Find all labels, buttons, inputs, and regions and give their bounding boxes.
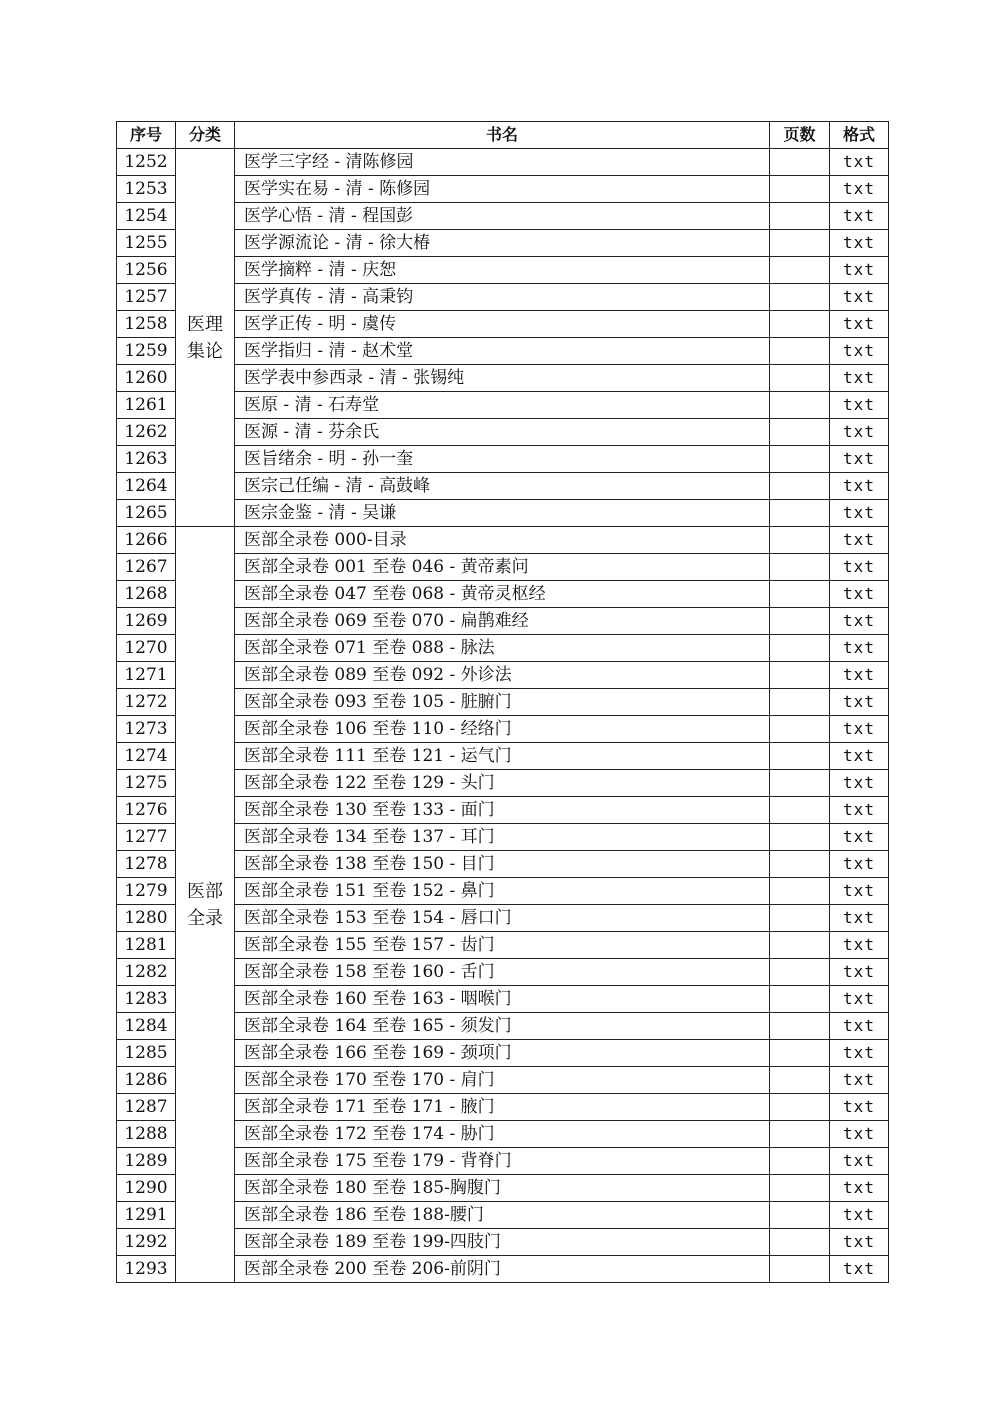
- row-pages: [770, 446, 830, 473]
- row-pages: [770, 878, 830, 905]
- row-seq: 1259: [117, 338, 176, 365]
- row-format: txt: [830, 1040, 889, 1067]
- row-seq: 1264: [117, 473, 176, 500]
- row-seq: 1289: [117, 1148, 176, 1175]
- row-pages: [770, 473, 830, 500]
- row-format: txt: [830, 1121, 889, 1148]
- row-pages: [770, 257, 830, 284]
- row-title: 医学三字经 - 清陈修园: [235, 149, 770, 176]
- row-pages: [770, 1067, 830, 1094]
- row-seq: 1282: [117, 959, 176, 986]
- row-format: txt: [830, 1202, 889, 1229]
- row-title: 医部全录卷 151 至卷 152 - 鼻门: [235, 878, 770, 905]
- row-title: 医部全录卷 170 至卷 170 - 肩门: [235, 1067, 770, 1094]
- row-seq: 1291: [117, 1202, 176, 1229]
- row-seq: 1275: [117, 770, 176, 797]
- row-format: txt: [830, 365, 889, 392]
- row-title: 医部全录卷 093 至卷 105 - 脏腑门: [235, 689, 770, 716]
- row-title: 医部全录卷 164 至卷 165 - 须发门: [235, 1013, 770, 1040]
- row-format: txt: [830, 1013, 889, 1040]
- row-title: 医部全录卷 134 至卷 137 - 耳门: [235, 824, 770, 851]
- row-format: txt: [830, 176, 889, 203]
- row-pages: [770, 608, 830, 635]
- row-title: 医部全录卷 122 至卷 129 - 头门: [235, 770, 770, 797]
- row-seq: 1274: [117, 743, 176, 770]
- row-seq: 1268: [117, 581, 176, 608]
- row-pages: [770, 905, 830, 932]
- book-catalog-table: [116, 121, 889, 1283]
- row-pages: [770, 1229, 830, 1256]
- row-title: 医部全录卷 130 至卷 133 - 面门: [235, 797, 770, 824]
- row-title: 医部全录卷 001 至卷 046 - 黄帝素问: [235, 554, 770, 581]
- row-pages: [770, 1202, 830, 1229]
- row-seq: 1293: [117, 1256, 176, 1283]
- table-row: [117, 527, 889, 554]
- row-title: 医部全录卷 153 至卷 154 - 唇口门: [235, 905, 770, 932]
- row-seq: 1266: [117, 527, 176, 554]
- row-seq: 1254: [117, 203, 176, 230]
- row-format: txt: [830, 635, 889, 662]
- row-format: txt: [830, 1148, 889, 1175]
- header-seq: 序号: [117, 122, 176, 149]
- row-seq: 1285: [117, 1040, 176, 1067]
- row-pages: [770, 1148, 830, 1175]
- row-format: txt: [830, 419, 889, 446]
- header-pages: 页数: [770, 122, 830, 149]
- row-pages: [770, 1094, 830, 1121]
- row-format: txt: [830, 527, 889, 554]
- row-seq: 1272: [117, 689, 176, 716]
- row-seq: 1255: [117, 230, 176, 257]
- row-pages: [770, 149, 830, 176]
- row-title: 医部全录卷 171 至卷 171 - 腋门: [235, 1094, 770, 1121]
- row-format: txt: [830, 716, 889, 743]
- row-format: txt: [830, 1256, 889, 1283]
- table-body: [117, 149, 889, 1283]
- row-format: txt: [830, 851, 889, 878]
- row-seq: 1288: [117, 1121, 176, 1148]
- row-pages: [770, 230, 830, 257]
- row-pages: [770, 1013, 830, 1040]
- row-title: 医学真传 - 清 - 高秉钧: [235, 284, 770, 311]
- row-format: txt: [830, 932, 889, 959]
- row-seq: 1262: [117, 419, 176, 446]
- row-pages: [770, 338, 830, 365]
- row-format: txt: [830, 203, 889, 230]
- row-title: 医部全录卷 158 至卷 160 - 舌门: [235, 959, 770, 986]
- row-pages: [770, 851, 830, 878]
- row-title: 医部全录卷 189 至卷 199-四肢门: [235, 1229, 770, 1256]
- row-title: 医学正传 - 明 - 虞传: [235, 311, 770, 338]
- row-title: 医部全录卷 175 至卷 179 - 背脊门: [235, 1148, 770, 1175]
- row-format: txt: [830, 1229, 889, 1256]
- row-format: txt: [830, 230, 889, 257]
- row-pages: [770, 365, 830, 392]
- row-format: txt: [830, 554, 889, 581]
- row-title: 医源 - 清 - 芬余氏: [235, 419, 770, 446]
- row-format: txt: [830, 392, 889, 419]
- row-title: 医学表中参西录 - 清 - 张锡纯: [235, 365, 770, 392]
- header-format: 格式: [830, 122, 889, 149]
- row-format: txt: [830, 338, 889, 365]
- row-seq: 1252: [117, 149, 176, 176]
- row-title: 医部全录卷 172 至卷 174 - 胁门: [235, 1121, 770, 1148]
- row-pages: [770, 1175, 830, 1202]
- row-format: txt: [830, 986, 889, 1013]
- row-seq: 1279: [117, 878, 176, 905]
- row-format: txt: [830, 1067, 889, 1094]
- row-pages: [770, 554, 830, 581]
- row-seq: 1277: [117, 824, 176, 851]
- row-format: txt: [830, 608, 889, 635]
- row-format: txt: [830, 581, 889, 608]
- row-seq: 1283: [117, 986, 176, 1013]
- row-format: txt: [830, 905, 889, 932]
- row-pages: [770, 797, 830, 824]
- header-category: 分类: [176, 122, 235, 149]
- category-cell: 医部全录: [176, 527, 235, 1283]
- row-pages: [770, 662, 830, 689]
- row-pages: [770, 500, 830, 527]
- row-title: 医部全录卷 071 至卷 088 - 脉法: [235, 635, 770, 662]
- row-format: txt: [830, 689, 889, 716]
- row-title: 医学实在易 - 清 - 陈修园: [235, 176, 770, 203]
- header-row: [117, 122, 889, 149]
- row-format: txt: [830, 500, 889, 527]
- row-pages: [770, 689, 830, 716]
- row-format: txt: [830, 1094, 889, 1121]
- row-title: 医学指归 - 清 - 赵术堂: [235, 338, 770, 365]
- row-title: 医部全录卷 106 至卷 110 - 经络门: [235, 716, 770, 743]
- row-title: 医部全录卷 166 至卷 169 - 颈项门: [235, 1040, 770, 1067]
- row-title: 医部全录卷 186 至卷 188-腰门: [235, 1202, 770, 1229]
- row-title: 医部全录卷 160 至卷 163 - 咽喉门: [235, 986, 770, 1013]
- row-seq: 1273: [117, 716, 176, 743]
- row-format: txt: [830, 878, 889, 905]
- row-format: txt: [830, 770, 889, 797]
- row-title: 医学心悟 - 清 - 程国彭: [235, 203, 770, 230]
- row-title: 医部全录卷 089 至卷 092 - 外诊法: [235, 662, 770, 689]
- table-header: [117, 122, 889, 149]
- row-seq: 1263: [117, 446, 176, 473]
- row-seq: 1265: [117, 500, 176, 527]
- row-seq: 1267: [117, 554, 176, 581]
- row-pages: [770, 635, 830, 662]
- row-title: 医部全录卷 069 至卷 070 - 扁鹊难经: [235, 608, 770, 635]
- row-pages: [770, 716, 830, 743]
- row-seq: 1256: [117, 257, 176, 284]
- row-pages: [770, 311, 830, 338]
- row-format: txt: [830, 824, 889, 851]
- row-format: txt: [830, 311, 889, 338]
- row-pages: [770, 932, 830, 959]
- row-pages: [770, 770, 830, 797]
- row-format: txt: [830, 257, 889, 284]
- row-title: 医宗金鉴 - 清 - 吴谦: [235, 500, 770, 527]
- row-title: 医学摘粹 - 清 - 庆恕: [235, 257, 770, 284]
- row-seq: 1292: [117, 1229, 176, 1256]
- row-seq: 1258: [117, 311, 176, 338]
- row-pages: [770, 284, 830, 311]
- row-format: txt: [830, 473, 889, 500]
- row-format: txt: [830, 959, 889, 986]
- row-title: 医宗己任编 - 清 - 高鼓峰: [235, 473, 770, 500]
- row-seq: 1253: [117, 176, 176, 203]
- row-pages: [770, 1121, 830, 1148]
- row-seq: 1276: [117, 797, 176, 824]
- row-title: 医部全录卷 111 至卷 121 - 运气门: [235, 743, 770, 770]
- row-format: txt: [830, 662, 889, 689]
- row-pages: [770, 986, 830, 1013]
- row-pages: [770, 392, 830, 419]
- row-seq: 1257: [117, 284, 176, 311]
- row-seq: 1269: [117, 608, 176, 635]
- row-format: txt: [830, 149, 889, 176]
- row-title: 医部全录卷 155 至卷 157 - 齿门: [235, 932, 770, 959]
- row-title: 医部全录卷 047 至卷 068 - 黄帝灵枢经: [235, 581, 770, 608]
- row-title: 医旨绪余 - 明 - 孙一奎: [235, 446, 770, 473]
- row-title: 医部全录卷 000-目录: [235, 527, 770, 554]
- row-format: txt: [830, 284, 889, 311]
- row-pages: [770, 176, 830, 203]
- row-pages: [770, 1040, 830, 1067]
- row-seq: 1280: [117, 905, 176, 932]
- row-title: 医部全录卷 180 至卷 185-胸腹门: [235, 1175, 770, 1202]
- row-pages: [770, 419, 830, 446]
- row-seq: 1284: [117, 1013, 176, 1040]
- row-seq: 1278: [117, 851, 176, 878]
- row-pages: [770, 959, 830, 986]
- row-pages: [770, 824, 830, 851]
- row-format: txt: [830, 1175, 889, 1202]
- row-pages: [770, 581, 830, 608]
- row-format: txt: [830, 743, 889, 770]
- row-title: 医部全录卷 138 至卷 150 - 目门: [235, 851, 770, 878]
- table-row: [117, 149, 889, 176]
- row-seq: 1287: [117, 1094, 176, 1121]
- row-seq: 1261: [117, 392, 176, 419]
- row-format: txt: [830, 446, 889, 473]
- row-seq: 1290: [117, 1175, 176, 1202]
- row-seq: 1260: [117, 365, 176, 392]
- row-seq: 1281: [117, 932, 176, 959]
- row-title: 医部全录卷 200 至卷 206-前阴门: [235, 1256, 770, 1283]
- row-title: 医学源流论 - 清 - 徐大椿: [235, 230, 770, 257]
- header-title: 书名: [235, 122, 770, 149]
- row-seq: 1271: [117, 662, 176, 689]
- row-format: txt: [830, 797, 889, 824]
- row-pages: [770, 527, 830, 554]
- row-seq: 1286: [117, 1067, 176, 1094]
- row-pages: [770, 743, 830, 770]
- row-title: 医原 - 清 - 石寿堂: [235, 392, 770, 419]
- row-pages: [770, 1256, 830, 1283]
- row-seq: 1270: [117, 635, 176, 662]
- row-pages: [770, 203, 830, 230]
- category-cell: 医理集论: [176, 149, 235, 527]
